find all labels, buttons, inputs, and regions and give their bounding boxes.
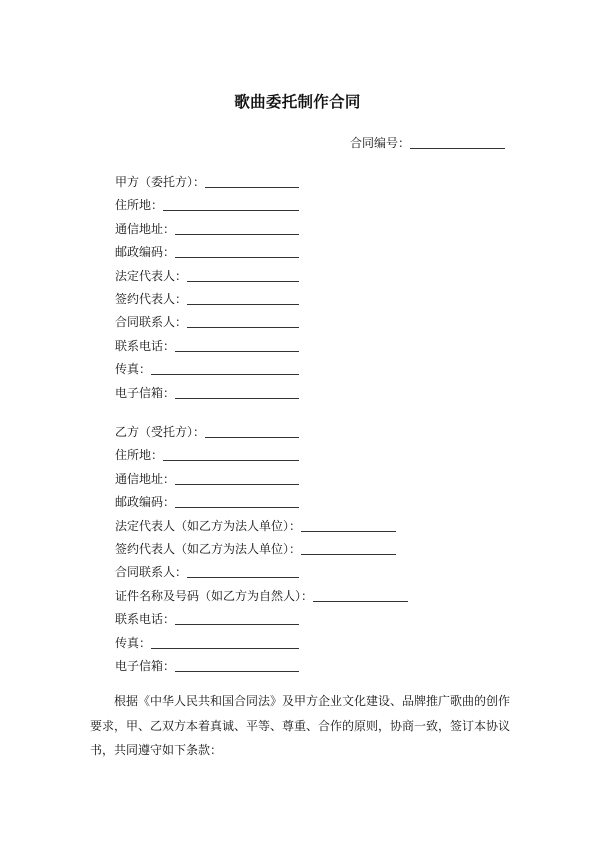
party-a-field bbox=[115, 384, 299, 407]
field-label: 传真： bbox=[115, 362, 152, 377]
party-b-field bbox=[115, 517, 408, 540]
fill-in-blank bbox=[301, 542, 396, 555]
party-b-field bbox=[115, 657, 408, 680]
party-a-field bbox=[115, 267, 299, 290]
contract-number-label: 合同编号： bbox=[349, 136, 410, 150]
contract-number-blank bbox=[410, 136, 505, 149]
field-label: 甲方（委托方）： bbox=[115, 175, 206, 189]
fill-in-blank bbox=[175, 386, 299, 399]
party-a-field bbox=[115, 313, 299, 336]
fill-in-blank bbox=[205, 425, 299, 438]
party-b-field bbox=[115, 587, 408, 610]
party-a-field bbox=[115, 196, 299, 219]
party-a-field bbox=[115, 360, 299, 383]
field-label: 住所地： bbox=[115, 448, 164, 463]
party-a-field bbox=[115, 290, 299, 313]
fill-in-blank bbox=[187, 565, 299, 578]
field-label: 邮政编码： bbox=[115, 495, 176, 510]
field-label: 签约代表人： bbox=[115, 291, 188, 306]
party-b-field bbox=[115, 446, 408, 469]
field-label: 合同联系人： bbox=[115, 315, 188, 330]
field-label: 住所地： bbox=[115, 198, 164, 213]
field-label: 乙方（受托方）： bbox=[115, 425, 206, 439]
party-b-field bbox=[115, 610, 408, 633]
party-b-field bbox=[115, 540, 408, 563]
fill-in-blank bbox=[301, 519, 396, 532]
fill-in-blank bbox=[175, 659, 299, 672]
field-label: 合同联系人： bbox=[115, 565, 188, 580]
field-label: 邮政编码： bbox=[115, 245, 176, 260]
field-label: 联系电话： bbox=[115, 338, 176, 353]
fill-in-blank bbox=[205, 175, 299, 188]
party-b-field bbox=[115, 634, 408, 657]
field-label: 传真： bbox=[115, 635, 152, 650]
field-label: 法定代表人： bbox=[115, 268, 188, 283]
fill-in-blank bbox=[187, 315, 299, 328]
field-label: 法定代表人（如乙方为法人单位）： bbox=[115, 518, 302, 533]
document-title: 歌曲委托制作合同 bbox=[234, 93, 361, 111]
party-a-field bbox=[115, 337, 299, 360]
fill-in-blank bbox=[151, 636, 299, 649]
fill-in-blank bbox=[187, 269, 299, 282]
party-b-field bbox=[115, 423, 408, 446]
fill-in-blank bbox=[313, 589, 408, 602]
party-a-field bbox=[115, 173, 299, 196]
fill-in-blank bbox=[175, 495, 299, 508]
party-b-field bbox=[115, 563, 408, 586]
party-a-field bbox=[115, 243, 299, 266]
fill-in-blank bbox=[175, 339, 299, 352]
fill-in-blank bbox=[163, 448, 299, 461]
fill-in-blank bbox=[163, 198, 299, 211]
party-b-field bbox=[115, 470, 408, 493]
field-label: 联系电话： bbox=[115, 612, 176, 627]
contract-number bbox=[350, 134, 505, 152]
fill-in-blank bbox=[151, 362, 299, 375]
intro-paragraph: 根据《中华人民共和国合同法》及甲方企业文化建设、品牌推广歌曲的创作要求，甲、乙双方本着真诚、平等、尊重、合作的原则，协商一致，签订本协议书，共同遵守如下条款： bbox=[90, 694, 511, 757]
fill-in-blank bbox=[175, 612, 299, 625]
field-label: 通信地址： bbox=[115, 471, 176, 486]
field-label: 签约代表人（如乙方为法人单位）： bbox=[115, 541, 302, 556]
fill-in-blank bbox=[175, 222, 299, 235]
field-label: 电子信箱： bbox=[115, 385, 176, 400]
party-b-field bbox=[115, 493, 408, 516]
party-b-section bbox=[115, 423, 408, 680]
party-a-field bbox=[115, 220, 299, 243]
field-label: 通信地址： bbox=[115, 221, 176, 236]
fill-in-blank bbox=[175, 472, 299, 485]
party-a-section bbox=[115, 173, 299, 407]
field-label: 证件名称及号码（如乙方为自然人）： bbox=[115, 588, 314, 603]
field-label: 电子信箱： bbox=[115, 658, 176, 673]
fill-in-blank bbox=[175, 245, 299, 258]
fill-in-blank bbox=[187, 292, 299, 305]
